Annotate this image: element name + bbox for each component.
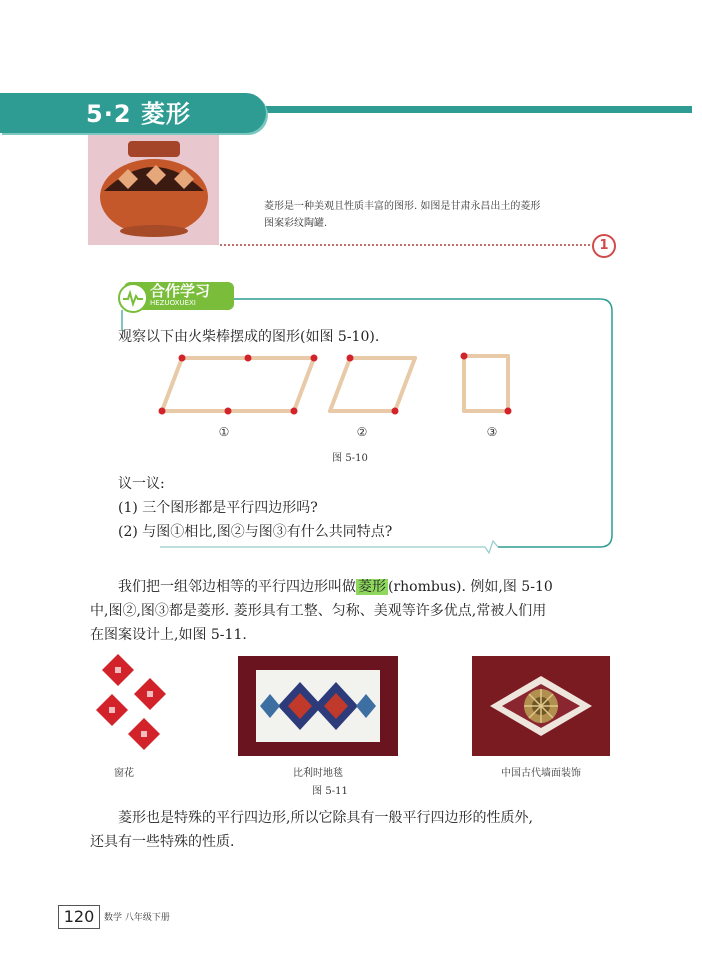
pottery-image: [88, 135, 219, 245]
observe-text: 观察以下由火柴棒摆成的图形(如图 5-10).: [118, 329, 380, 345]
matchstick-figures: [150, 348, 520, 428]
section-title: 5·2 菱形: [86, 100, 191, 128]
definition-part-1: 我们把一组邻边相等的平行四边形叫做: [118, 579, 356, 595]
definition-line-1: [118, 575, 553, 599]
fig-label-1: ①: [218, 425, 230, 439]
coop-label-pinyin: HEZUOXUEXI: [150, 299, 196, 307]
book-title: 数学 八年级下册: [104, 913, 170, 923]
discuss-title: 议一议:: [118, 476, 165, 492]
figure-5-11-caption: 图 5-11: [312, 786, 348, 797]
term-rhombus: 菱形: [358, 579, 386, 595]
intro-line-2: 图案彩纹陶罐.: [264, 218, 328, 229]
closing-line-2: 还具有一些特殊的性质.: [90, 834, 235, 850]
header-rule: [262, 106, 692, 113]
number-badge: 1: [592, 234, 616, 258]
wall-decoration-image: [472, 656, 610, 756]
coop-label-text: 合作学习: [150, 282, 211, 300]
caption-paper-cut: 窗花: [114, 768, 134, 779]
pulse-icon: [118, 283, 148, 313]
closing-line-1: 菱形也是特殊的平行四边形,所以它除具有一般平行四边形的性质外,: [118, 810, 533, 826]
dotted-divider: [220, 244, 590, 246]
intro-line-1: 菱形是一种美观且性质丰富的图形. 如图是甘肃永昌出土的菱形: [264, 201, 541, 212]
figure-5-10-caption: 图 5-10: [332, 453, 368, 464]
intro-paragraph: [264, 198, 594, 232]
fig-label-2: ②: [356, 425, 368, 439]
definition-line-2: 中,图②,图③都是菱形. 菱形具有工整、匀称、美观等许多优点,常被人们用: [90, 603, 547, 619]
definition-line-3: 在图案设计上,如图 5-11.: [90, 627, 247, 643]
fig-label-3: ③: [486, 425, 498, 439]
page-number: 120: [58, 905, 100, 929]
caption-wall-decoration: 中国古代墙面装饰: [501, 768, 581, 779]
paper-cut-image: [88, 650, 178, 760]
question-2: (2) 与图①相比,图②与图③有什么共同特点?: [118, 524, 393, 540]
question-1: (1) 三个图形都是平行四边形吗?: [118, 500, 318, 516]
caption-belgian-rug: 比利时地毯: [293, 768, 343, 779]
definition-part-2: (rhombus). 例如,图 5-10: [388, 579, 553, 595]
belgian-rug-image: [238, 656, 398, 756]
